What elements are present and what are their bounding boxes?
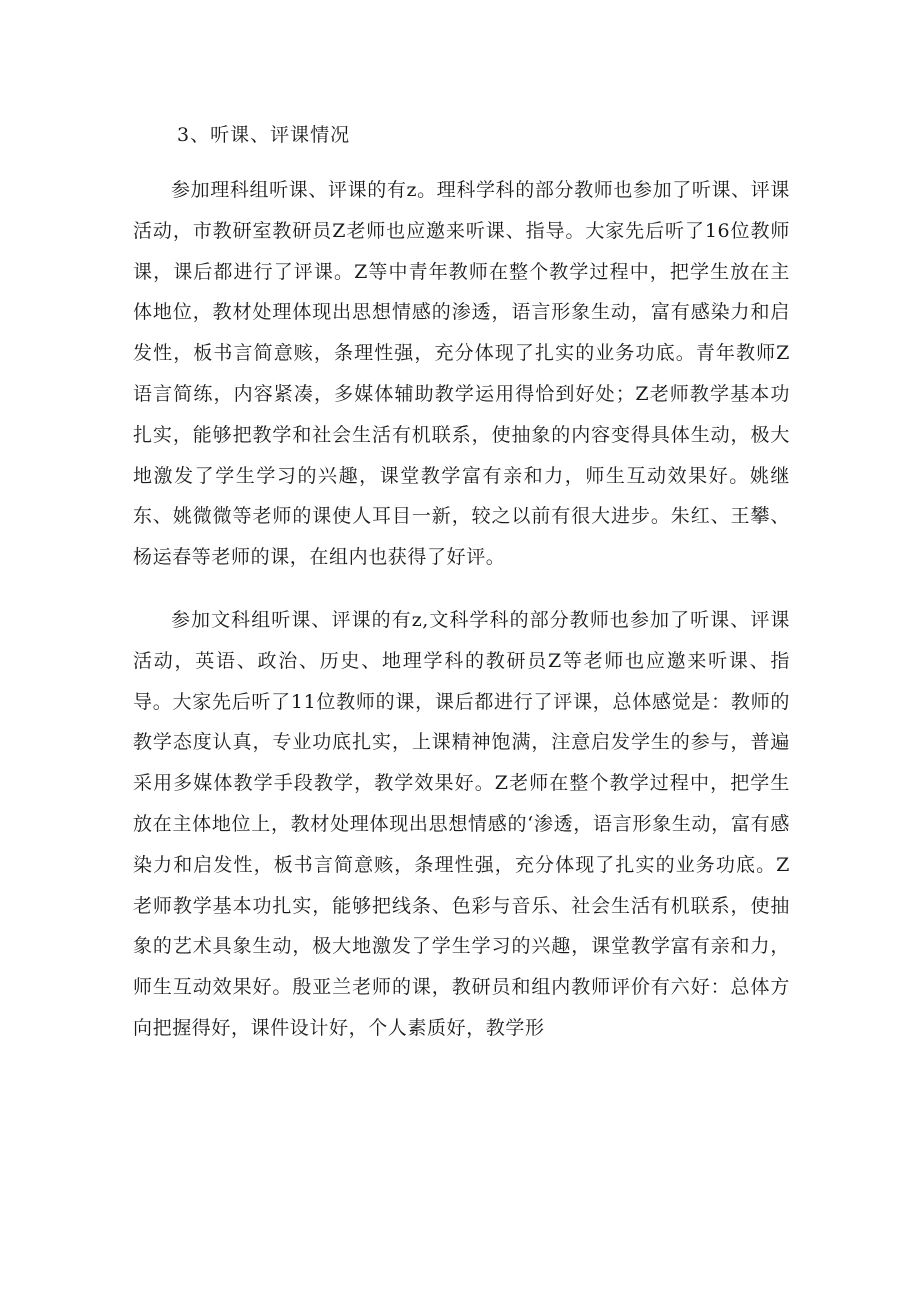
paragraph-science-group: 参加理科组听课、评课的有z。理科学科的部分教师也参加了听课、评课活动，市教研室教研员Z老师也应邀来听课、指导。大家先后听了16位教师课，课后都进行了评课。Z等中青年教师在整个教学过程中，把学生放在主体地位，教材处理体现出思想情感的渗透，语言形象生动，富有感染力和启发性，板书言简意赅，条理性强，充分体现了扎实的业务功底。青年教师Z语言简练，内容紧凑，多媒体辅助教学运用得恰到好处；Z老师教学基本功扎实，能够把教学和社会生活有机联系，使抽象的内容变得具体生动，极大地激发了学生学习的兴趣，课堂教学富有亲和力，师生互动效果好。姚继东、姚微微等老师的课使人耳目一新，较之以前有很大进步。朱红、王攀、杨运春等老师的课，在组内也获得了好评。 [133, 179, 790, 569]
section-heading: 3、听课、评课情况 [177, 124, 351, 146]
paragraph-liberal-arts-group: 参加文科组听课、评课的有z,文科学科的部分教师也参加了听课、评课活动，英语、政治、历史、地理学科的教研员Z等老师也应邀来听课、指导。大家先后听了11位教师的课，课后都进行了评课，总体感觉是：教师的教学态度认真，专业功底扎实，上课精神饱满，注意启发学生的参与，普遍采用多媒体教学手段教学，教学效果好。Z老师在整个教学过程中，把学生放在主体地位上，教材处理体现出思想情感的‘渗透，语言形象生动，富有感染力和启发性，板书言简意赅，条理性强，充分体现了扎实的业务功底。Z老师教学基本功扎实，能够把线条、色彩与音乐、社会生活有机联系，使抽象的艺术具象生动，极大地激发了学生学习的兴趣，课堂教学富有亲和力，师生互动效果好。殷亚兰老师的课，教研员和组内教师评价有六好：总体方向把握得好，课件设计好，个人素质好，教学形 [133, 608, 790, 1039]
